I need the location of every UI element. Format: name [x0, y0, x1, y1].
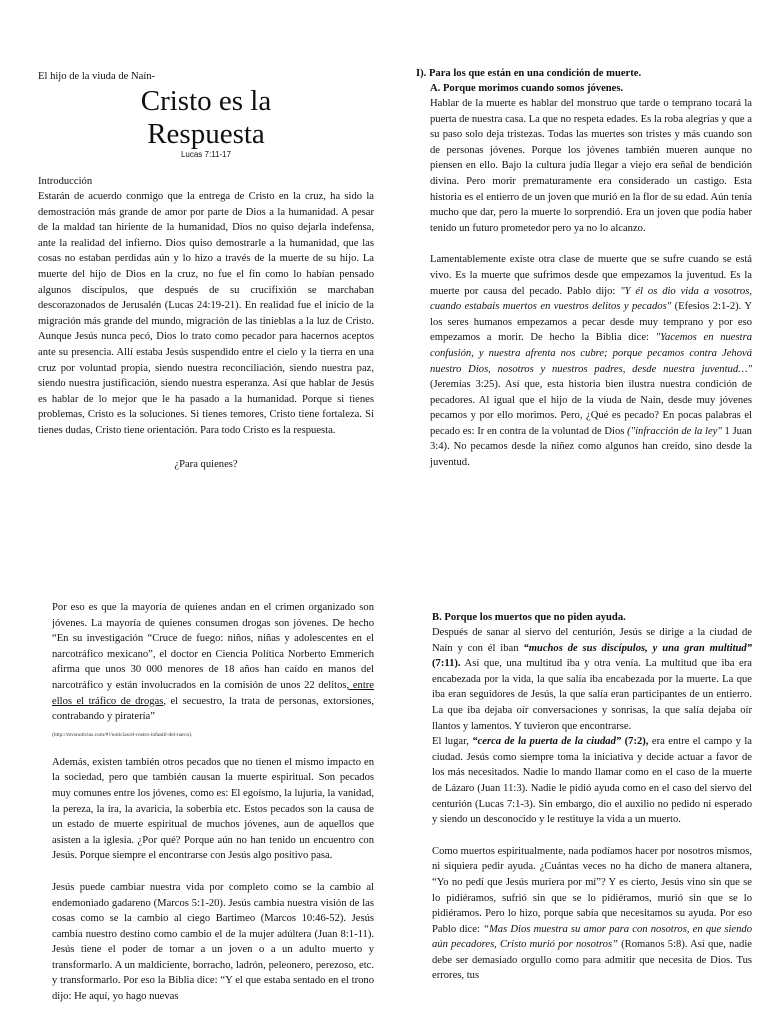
page-title-line2: Respuesta [147, 118, 265, 150]
text-run: (Romanos 5:8). Así que, nadie debe ser demasiado orgullo como para admitir que necesita de Dios. Tus errores, tus [432, 939, 752, 982]
quote-john: ("infracción de la ley" [627, 425, 722, 437]
paragraph-jesus-changes: Jesús puede cambiar nuestra vida por completo como se la cambio al endemoniado gadareno (Marcos 5:1-20). Jesús cambia nuestra visión de las cosas como se la cambio al ciego Bartimeo (Marcos 10:46-52). Jesús cambia nuestro destino como cambio el de la mujer adúltera (Juan 8:1-11). Jesús tiene el poder de tomar a un joven o a un adulto muerto y transformarlo. A un maldiciente, borracho, ladrón, peleonero, perezoso, etc. y transformarlo. Por eso la Biblia dice: “Y el que estaba sentado en el trono dijo: He aquí, yo hago nuevas [52, 881, 374, 1003]
top-left-quadrant [38, 70, 374, 520]
paragraph-crime [52, 600, 374, 725]
text-run: El lugar, [432, 736, 473, 748]
quote-ephesians: "Y él os dio vida a vosotros, cuando estabais muertos en vuestros delitos y pecados" [430, 285, 752, 313]
text-run: Por eso es que la mayoría de quienes andan en el crimen organizado son jóvenes. La mayoría de quienes consumen drogas son jóvenes. De hecho “En su investigación “Cruce de fuego: niños, niñas y adolescentes en el narcotráfico mexicano”, el doctor en Ciencia Política Norberto Emmerich afirma que unos 30 000 menores de 18 años han caído en manos del narcotráfico y están involucrados en la comisión de unos 22 delitos [52, 602, 374, 691]
sub-heading-a: A. Porque morimos cuando somos jóvenes. [430, 83, 624, 94]
intro-heading: Introducción [38, 176, 93, 187]
text-run: Así que, una multitud iba y otra venía. La multitud que iba era encabezada por la vida, la que salía iba encabezada por la muerte. La que iba eran seguidores de Jesús, la que salía eran participantes de un entierro. La que iba dejaba oír conversaciones y sonrisas, la que salía dejaba oír llantos y lamentos. Y tuvieron que encontrarse. [432, 658, 752, 732]
paragraph-other-sins: Además, existen también otros pecados que no tienen el mismo impacto en la sociedad, pero que también causan la muerte espiritual. Son pecados muy comunes entre los jóvenes, como es: El egoísmo, la lujuria, la vanidad, la pereza, la ira, la avaricia, la soberbia etc. Estos pecados son la causa de un estado de muerte espiritual de muchos jóvenes, aun de aquellos que asisten a la iglesia. ¿Por qué? Porque aún no han tenido un encuentro con Jesús. Porque siempre el encontrarse con Jesús algo positivo pasa. [52, 756, 374, 862]
quote-multitude: “muchos de sus discípulos, y una gran multitud” [523, 642, 752, 654]
scripture-reference: Lucas 7:11-17 [180, 150, 232, 159]
text-run: (Efesios 2:1-2). Y los seres humanos empezamos a pecar desde muy temprano y por eso empezamos a morir. De hecho la Biblia dice: [430, 301, 752, 344]
bottom-right-quadrant [432, 610, 752, 1024]
quote-romans: “Mas Dios muestra su amor para con nosotros, en que siendo aún pecadores, Cristo murió por nosotros” [432, 923, 752, 951]
text-run: Lamentablemente existe otra clase de muerte que se sufre cuando se está vivo. Es la muerte que sufrimos desde que empezamos la juventud. Es la muerte por causa del pecado. Pablo dijo: [430, 254, 752, 297]
quote-city-gate: “cerca de la puerta de la ciudad” [472, 736, 622, 748]
underlined-text: , entre ellos el tráfico de drogas [52, 679, 374, 707]
intro-paragraph: Estarán de acuerdo conmigo que la entrega de Cristo en la cruz, ha sido la demostración más grande de amor por parte de Dios a la humanidad. A pesar de la maldad tan hiriente de la humanidad, Dios no quiso dejarla indefensa, ante la realidad del infierno. Dios quiso demostrarle a la humanidad, que las cosas no estaban perdidas aún y lo hizo a través de la muerte de su hijo. La muerte del hijo de Dios en la cruz, no fue el fin como lo habían pensado algunos discípulos, que después de su crucifixión se marchaban descorazonados de Jerusalén (Lucas 24:19-21). En realidad fue el inicio de la migración más grande del mundo, migración de las tinieblas a la luz de Cristo. Aunque Jesús nunca pecó, Dios lo trato como pecador para hacernos aceptos ante su presencia. Allí estaba Jesús suspendido entre el cielo y la tierra en una cruz por voluntad propia, siendo nuestra reconciliación, siendo nuestra paz, siendo nuestra justificación, siendo nuestra esperanza. Así que hablar de Jesús es hablar de lo mejor que le ha pasado a la humanidad. Porque si tienes problemas, Cristo es la soluciones. Si tienes temores, Cristo tiene fortaleza. Si tienes dudas, Cristo tiene orientación. Para todo Cristo es la respuesta. [38, 191, 374, 436]
question-heading: ¿Para quienes? [174, 458, 238, 470]
page-title-line1: Cristo es la [140, 85, 272, 117]
spacer [416, 236, 752, 252]
subtitle: El hijo de la viuda de Naín- [38, 71, 156, 82]
text-run: Como muertos espiritualmente, nada podíamos hacer por nosotros mismos, ni siquiera pedir ayuda. ¿Cuántas veces no ha dicho de manera altanera, “Yo no pedí que Jesús muriera por mí”? Y es cierto, Jesús vino sin que se lo pidiéramos, sufrió sin que se lo pidiéramos, murió sin que se lo pidiéramos. Pero lo hizo, porque sabía que necesitamos su ayuda. Por eso Pablo dice: [432, 845, 752, 935]
sub-heading-b: B. Porque los muertos que no piden ayuda. [432, 612, 626, 623]
text-run: 1 Juan 3:4). No pecamos desde la niñez como algunos han creído, sino desde la juventud. [430, 425, 752, 469]
spacer [52, 864, 374, 880]
quote-jeremiah: "Yacemos en nuestra confusión, y nuestra afrenta nos cubre; porque pecamos contra Jehová nuestro Dios, nosotros y nuestros padres, desde nuestra juventud…" [430, 332, 752, 375]
text-run: Después de sanar al siervo del centurión, Jesús se dirige a la ciudad de Naín y con él iban [432, 627, 752, 654]
top-right-quadrant [416, 66, 752, 526]
text-run: , el secuestro, la trata de personas, extorsiones, contrabando y piratería” [52, 695, 374, 723]
text-run: (Jeremías 3:25). Así que, esta historia bien ilustra nuestra condición de pecadores. Al igual que el hijo de la viuda de Naín, desde muy jóvenes pecamos y por ello morimos. Pero, ¿Qué es pecado? En pocas palabras el pecado es: Ir en contra de la voluntad de Dios [430, 379, 752, 437]
citation-link: (http://mvsnoticias.com/#!/noticias/el-rostro-infantil-del-narco). [52, 731, 193, 738]
verse-ref: (7:2), [621, 736, 649, 748]
text-run: era entre el campo y la ciudad. Jesús como siempre toma la iniciativa y decide actuar a favor de los más necesitados. Nadie lo mando llamar como en el caso de la muerte de Lázaro (Juan 11:3). Nadie le pidió ayuda como en el caso del siervo del centurión (Lucas 7:1-3). Sin embargo, dio el auxilio no pedido ni esperado y siendo un desconocido y le restituye la vida a un muerto. [432, 736, 752, 826]
bottom-left-quadrant [52, 600, 374, 1024]
paragraph-sin [416, 252, 752, 470]
paragraph-nain [432, 625, 752, 734]
paragraph-death: Hablar de la muerte es hablar del monstruo que tarde o temprano tocará la puerta de nuestra casa. La que no respeta edades. Es la roba alegrías y que a su paso solo deja tristezas. Todas las muertes son tristes y más cuando son de personas jóvenes. Porque los jóvenes también mueren aunque no piensen en ello. Bajo la cultura judía llegar a viejo era señal de bendición divina. Pero morir prematuramente era considerado un castigo. Esta historia es el entierro de un joven que murió en la flor de su edad. Aún tenía mucho que dar, pero la muerte lo sorprendió. Era un joven que podía haber tenido un futuro prometedor pero ya no lo alcanzo. [430, 98, 752, 234]
verse-ref: (7:11). [432, 658, 461, 670]
spacer [432, 828, 752, 844]
paragraph-spiritual-dead [432, 844, 752, 984]
paragraph-place [432, 734, 752, 828]
section-heading: I). Para los que están en una condición de muerte. [416, 68, 642, 79]
